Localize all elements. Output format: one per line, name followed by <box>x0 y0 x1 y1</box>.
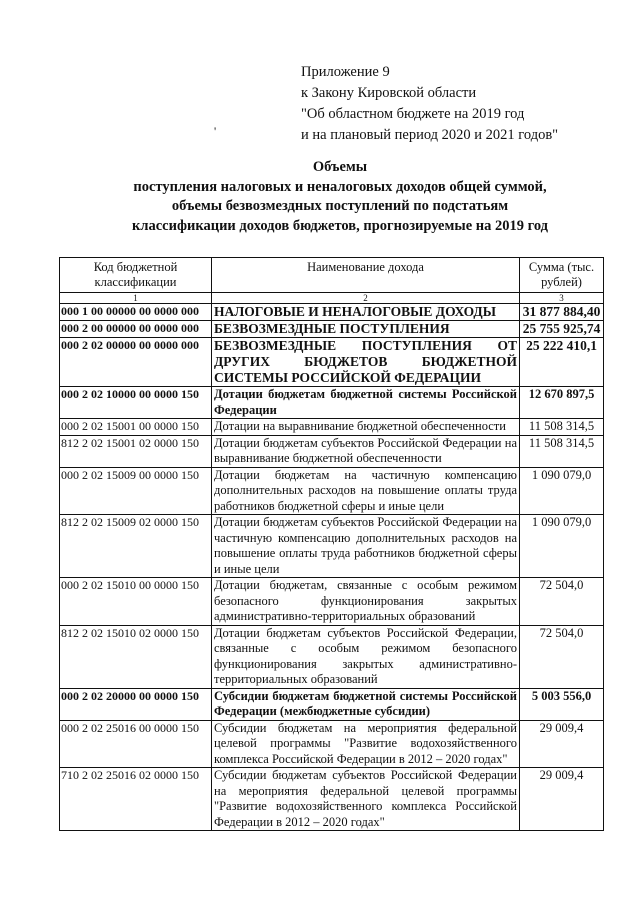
row-sum: 29 009,4 <box>520 720 604 768</box>
row-code: 710 2 02 25016 02 0000 150 <box>60 768 212 831</box>
row-name: НАЛОГОВЫЕ И НЕНАЛОГОВЫЕ ДОХОДЫ <box>212 304 520 321</box>
table-row <box>60 435 604 467</box>
row-name: Дотации на выравнивание бюджетной обеспеченности <box>212 419 520 436</box>
header-sum: Сумма (тыс. рублей) <box>520 258 604 293</box>
header-code: Код бюджетной классификации <box>60 258 212 293</box>
row-code: 000 1 00 00000 00 0000 000 <box>60 304 212 321</box>
row-name: Субсидии бюджетам на мероприятия федеральной целевой программы "Развитие водохозяйственного комплекса Российской Федерации в 2012 – 2020 годах" <box>212 720 520 768</box>
row-sum: 25 222 410,1 <box>520 338 604 387</box>
row-sum: 12 670 897,5 <box>520 387 604 419</box>
stray-mark: ' <box>214 124 217 138</box>
row-code: 000 2 02 10000 00 0000 150 <box>60 387 212 419</box>
row-name: Дотации бюджетам субъектов Российской Федерации на частичную компенсацию дополнительных расходов на повышение оплаты труда работников бюджетной сферы и иные цели <box>212 515 520 578</box>
row-sum: 31 877 884,40 <box>520 304 604 321</box>
table-row <box>60 304 604 321</box>
table-row <box>60 419 604 436</box>
appendix-line: к Закону Кировской области <box>301 85 477 101</box>
row-code: 000 2 02 15010 00 0000 150 <box>60 578 212 626</box>
table-row <box>60 321 604 338</box>
row-name: Субсидии бюджетам субъектов Российской Федерации на мероприятия федеральной целевой программы "Развитие водохозяйственного комплекса Российской Федерации в 2012 – 2020 годах" <box>212 768 520 831</box>
row-name: Субсидии бюджетам бюджетной системы Российской Федерации (межбюджетные субсидии) <box>212 688 520 720</box>
appendix-line: и на плановый период 2020 и 2021 годов" <box>301 127 559 143</box>
row-code: 000 2 02 15001 00 0000 150 <box>60 419 212 436</box>
row-name: БЕЗВОЗМЕЗДНЫЕ ПОСТУПЛЕНИЯ ОТ ДРУГИХ БЮДЖЕТОВ БЮДЖЕТНОЙ СИСТЕМЫ РОССИЙСКОЙ ФЕДЕРАЦИИ <box>212 338 520 387</box>
table-row <box>60 338 604 387</box>
table-row <box>60 768 604 831</box>
row-sum: 11 508 314,5 <box>520 419 604 436</box>
row-sum: 72 504,0 <box>520 625 604 688</box>
row-code: 000 2 02 20000 00 0000 150 <box>60 688 212 720</box>
row-name: Дотации бюджетам бюджетной системы Российской Федерации <box>212 387 520 419</box>
row-sum: 29 009,4 <box>520 768 604 831</box>
row-code: 000 2 00 00000 00 0000 000 <box>60 321 212 338</box>
row-code: 812 2 02 15001 02 0000 150 <box>60 435 212 467</box>
header-row <box>60 258 604 293</box>
document-title <box>60 158 620 236</box>
title-line: объемы безвозмездных поступлений по подстатьям <box>171 198 509 214</box>
row-name: Дотации бюджетам на частичную компенсацию дополнительных расходов на повышение оплаты труда работников бюджетной сферы и иные цели <box>212 467 520 515</box>
row-code: 000 2 02 00000 00 0000 000 <box>60 338 212 387</box>
title-line: Объемы <box>312 159 368 175</box>
table-row <box>60 720 604 768</box>
table-row <box>60 387 604 419</box>
row-code: 000 2 02 25016 00 0000 150 <box>60 720 212 768</box>
row-sum: 1 090 079,0 <box>520 467 604 515</box>
row-code: 812 2 02 15009 02 0000 150 <box>60 515 212 578</box>
row-name: Дотации бюджетам субъектов Российской Федерации, связанные с особым режимом безопасного функционирования закрытых административно-территориальных образований <box>212 625 520 688</box>
index-row <box>60 293 604 304</box>
table-row <box>60 578 604 626</box>
row-sum: 72 504,0 <box>520 578 604 626</box>
row-sum: 5 003 556,0 <box>520 688 604 720</box>
column-index: 3 <box>520 293 604 304</box>
table-row <box>60 467 604 515</box>
revenue-table <box>59 257 604 831</box>
appendix-line: Приложение 9 <box>301 64 390 80</box>
title-line: поступления налоговых и неналоговых доходов общей суммой, <box>133 178 547 195</box>
table-row <box>60 625 604 688</box>
row-sum: 25 755 925,74 <box>520 321 604 338</box>
row-name: Дотации бюджетам, связанные с особым режимом безопасного функционирования закрытых административно-территориальных образований <box>212 578 520 626</box>
row-sum: 11 508 314,5 <box>520 435 604 467</box>
row-name: БЕЗВОЗМЕЗДНЫЕ ПОСТУПЛЕНИЯ <box>212 321 520 338</box>
column-index: 2 <box>212 293 520 304</box>
column-index: 1 <box>60 293 212 304</box>
table-row <box>60 688 604 720</box>
header-name: Наименование дохода <box>212 258 520 293</box>
row-code: 000 2 02 15009 00 0000 150 <box>60 467 212 515</box>
title-line: классификации доходов бюджетов, прогнозируемые на 2019 год <box>131 217 548 234</box>
appendix-header <box>301 62 558 146</box>
appendix-line: "Об областном бюджете на 2019 год <box>301 106 525 122</box>
row-name: Дотации бюджетам субъектов Российской Федерации на выравнивание бюджетной обеспеченности <box>212 435 520 467</box>
row-sum: 1 090 079,0 <box>520 515 604 578</box>
row-code: 812 2 02 15010 02 0000 150 <box>60 625 212 688</box>
table-row <box>60 515 604 578</box>
